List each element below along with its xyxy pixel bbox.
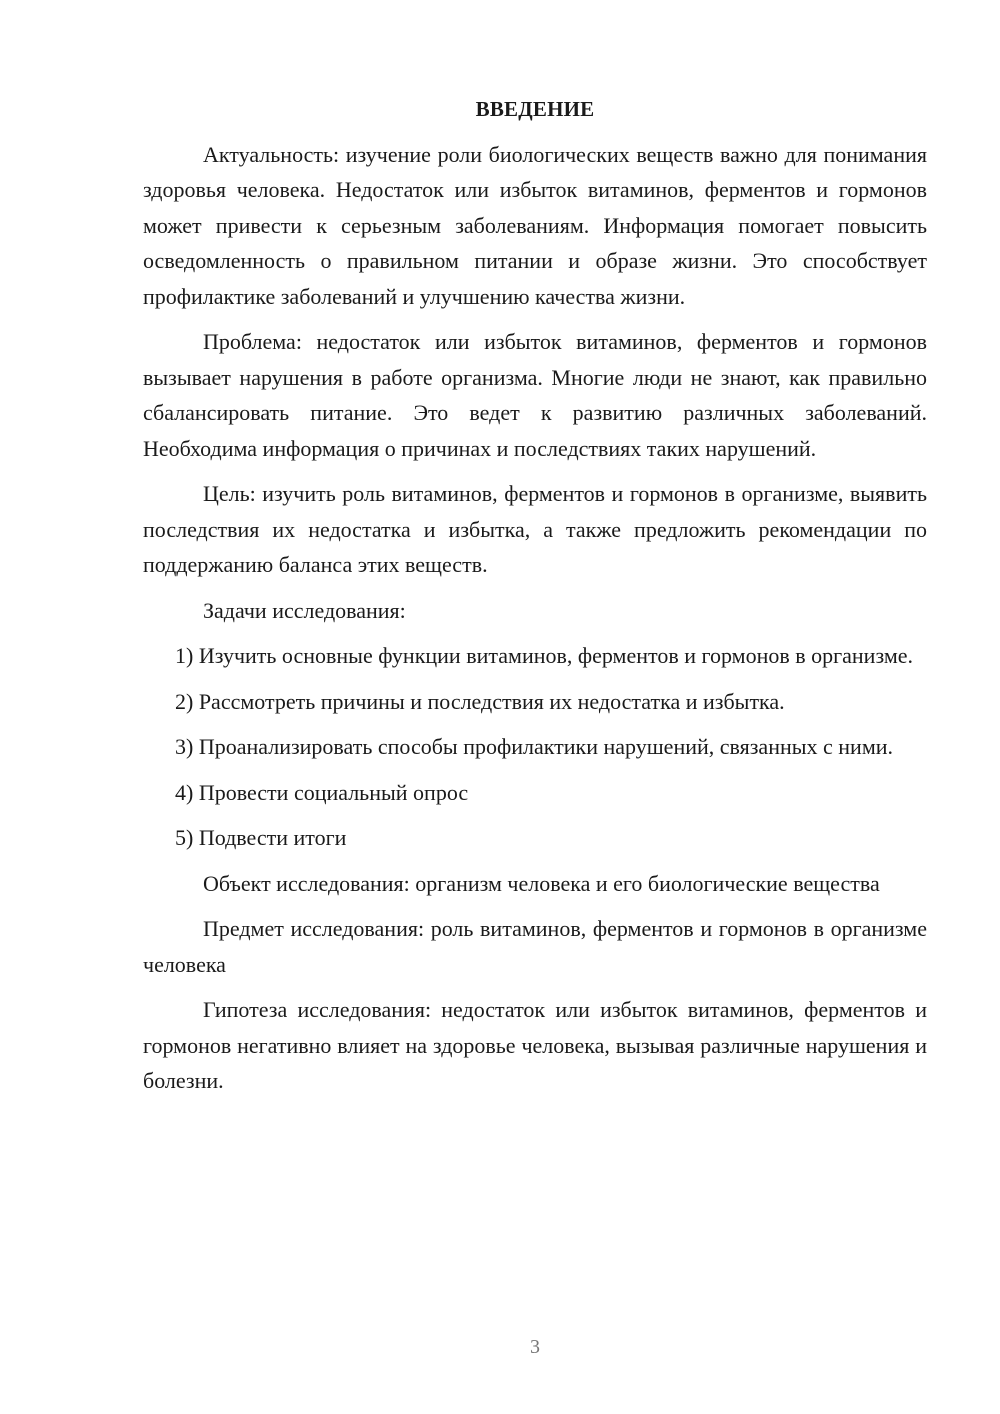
task-item: 3) Проанализировать способы профилактики нарушений, связанных с ними. (175, 734, 894, 759)
paragraph-tasks-intro: Задачи исследования: (203, 597, 406, 623)
paragraph-problem: Проблема: недостаток или избыток витаминов, ферментов и гормонов вызывает нарушения в работе организма. Многие люди не знают, как правильно сбалансировать питание. Это ведет к развитию различных заболеваний. Необходима информация о причинах и последствиях таких нарушений. (143, 329, 927, 461)
paragraph-relevance: Актуальность: изучение роли биологических веществ важно для понимания здоровья человека. Недостаток или избыток витаминов, ферментов и гормонов может привести к серьезным заболеваниям. Информация помогает повысить осведомленность о правильном питании и образе жизни. Это способствует профилактике заболеваний и улучшению качества жизни. (143, 141, 927, 309)
task-item: 4) Провести социальный опрос (175, 779, 469, 805)
paragraph-hypothesis: Гипотеза исследования: недостаток или избыток витаминов, ферментов и гормонов негативно влияет на здоровье человека, вызывая различные нарушения и болезни. (143, 997, 927, 1093)
section-heading: ВВЕДЕНИЕ (475, 97, 595, 121)
task-item: 5) Подвести итоги (175, 825, 347, 850)
page-number: 3 (530, 1336, 540, 1358)
task-item: 1) Изучить основные функции витаминов, ферментов и гормонов в организме. (175, 643, 914, 668)
paragraph-object: Объект исследования: организм человека и его биологические вещества (203, 870, 880, 896)
paragraph-goal: Цель: изучить роль витаминов, ферментов и гормонов в организме, выявить последствия их недостатка и избытка, а также предложить рекомендации по поддержанию баланса этих веществ. (143, 481, 927, 577)
paragraph-subject: Предмет исследования: роль витаминов, ферментов и гормонов в организме человека (143, 916, 927, 977)
page-content (143, 92, 927, 1099)
task-item: 2) Рассмотреть причины и последствия их недостатка и избытка. (175, 688, 785, 714)
